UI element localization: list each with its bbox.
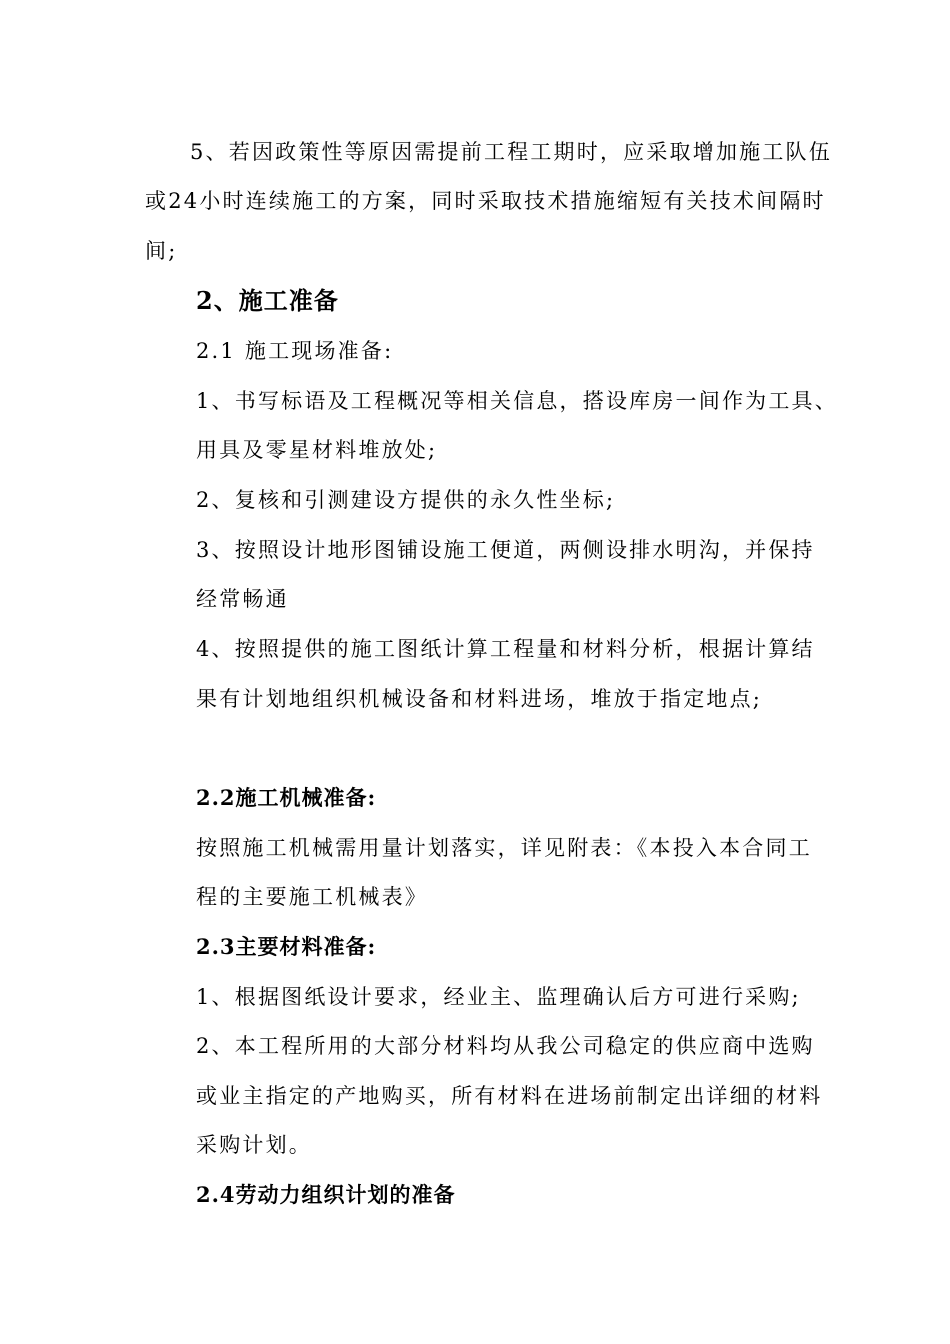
section-2-2-heading: 2.2施工机械准备: [196,785,377,810]
site-item-4-line-1: 4、按照提供的施工图纸计算工程量和材料分析，根据计算结 [196,637,815,661]
site-item-3-line-1: 3、按照设计地形图铺设施工便道，两侧设排水明沟，并保持 [196,538,815,562]
section-2-3-heading: 2.3主要材料准备: [196,934,377,959]
materials-item-2-line-1: 2、本工程所用的大部分材料均从我公司稳定的供应商中选购 [196,1034,815,1058]
section-2-1-heading: 2.1 施工现场准备: [196,339,394,363]
materials-item-2-line-2: 或业主指定的产地购买，所有材料在进场前制定出详细的材料 [196,1084,823,1108]
site-item-4-line-2: 果有计划地组织机械设备和材料进场，堆放于指定地点; [196,687,763,711]
paragraph-5-line-2: 或24小时连续施工的方案，同时采取技术措施缩短有关技术间隔时 [145,189,826,213]
materials-item-1: 1、根据图纸设计要求，经业主、监理确认后方可进行采购; [196,985,801,1009]
site-item-3-line-2: 经常畅通 [196,587,289,611]
machinery-line-2: 程的主要施工机械表》 [196,885,428,909]
site-item-1-line-1: 1、书写标语及工程概况等相关信息，搭设库房一间作为工具、 [196,389,838,413]
section-2-4-heading: 2.4劳动力组织计划的准备 [196,1182,456,1207]
paragraph-5-line-3: 间; [145,239,178,263]
machinery-line-1: 按照施工机械需用量计划落实，详见附表：《本投入本合同工 [196,836,812,860]
paragraph-5-line-1: 5、若因政策性等原因需提前工程工期时，应采取增加施工队伍 [190,140,832,164]
site-item-1-line-2: 用具及零星材料堆放处; [196,438,438,462]
materials-item-2-line-3: 采购计划。 [196,1133,312,1157]
section-2-heading: 2、施工准备 [196,286,339,315]
site-item-2: 2、复核和引测建设方提供的永久性坐标; [196,488,616,512]
